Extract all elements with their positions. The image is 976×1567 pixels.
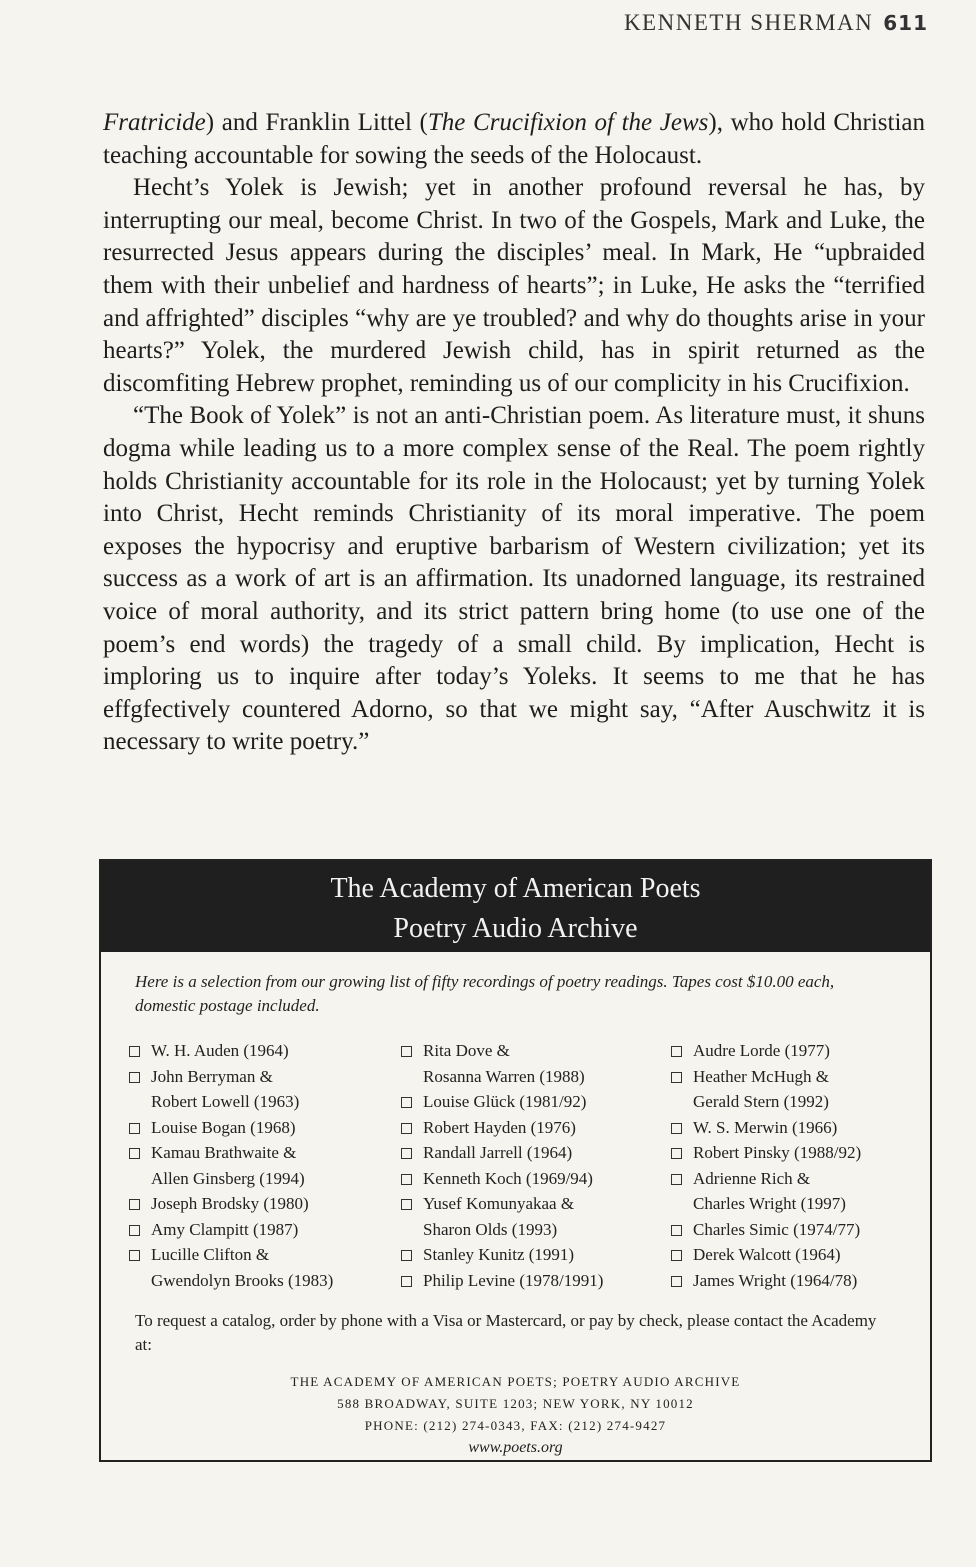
checkbox-icon [129, 1148, 140, 1159]
checkbox-icon [129, 1250, 140, 1261]
recording-line: Louise Bogan (1968) [151, 1117, 296, 1137]
recording-line: Robert Lowell (1963) [151, 1092, 300, 1111]
paragraph-1-text-a: ) and Franklin Littel ( [205, 109, 428, 136]
recording-line: Philip Levine (1978/1991) [423, 1270, 604, 1290]
recording-line: Gerald Stern (1992) [693, 1092, 829, 1111]
checkbox-icon [671, 1276, 682, 1287]
ad-address-block [101, 1371, 930, 1459]
book-title-fratricide: Fratricide [103, 109, 206, 136]
recording-line: Kenneth Koch (1969/94) [423, 1168, 593, 1188]
address-line-2: 588 BROADWAY, SUITE 1203; NEW YORK, NY 10012 [337, 1396, 694, 1411]
recording-line: Joseph Brodsky (1980) [151, 1194, 309, 1213]
ad-title-banner [101, 861, 930, 952]
checkbox-icon [671, 1046, 682, 1057]
recording-item [401, 1166, 671, 1192]
paragraph-2: Hecht’s Yolek is Jewish; yet in another profound reversal he has, by interrupting our meal, become Christ. In two of the Gospels, Mark and Luke, the resurrected Jesus appears during the disciples’ meal. In Mark, He “upbraided them with their unbelief and hardness of hearts”; in Luke, He asks the “terrified and affrighted” disciples “why are ye troubled? and why do thoughts arise in your hearts?” Yolek, the murdered Jewish child, has in spirit returned as the discomfiting Hebrew prophet, reminding us of our complicity in his Crucifixion. [103, 174, 925, 397]
checkbox-icon [671, 1072, 682, 1083]
recordings-column-2 [401, 1038, 671, 1293]
checkbox-icon [671, 1148, 682, 1159]
recording-line: Yusef Komunyakaa & [423, 1194, 575, 1213]
running-head-author: KENNETH SHERMAN [623, 10, 874, 35]
checkbox-icon [671, 1123, 682, 1134]
advertisement-box [99, 859, 932, 1462]
recording-item [129, 1115, 401, 1141]
checkbox-icon [401, 1148, 412, 1159]
recording-line: W. S. Merwin (1966) [693, 1117, 838, 1137]
recording-line: Charles Wright (1997) [693, 1194, 846, 1213]
checkbox-icon [401, 1276, 412, 1287]
recording-item [401, 1038, 671, 1089]
recording-item [129, 1064, 401, 1115]
checkbox-icon [129, 1072, 140, 1083]
checkbox-icon [401, 1046, 412, 1057]
recording-line: Gwendolyn Brooks (1983) [151, 1270, 334, 1290]
recording-line: Amy Clampitt (1987) [151, 1219, 299, 1239]
ad-title-line-1: The Academy of American Poets [330, 873, 701, 904]
recording-line: Heather McHugh & [693, 1066, 829, 1086]
checkbox-icon [401, 1123, 412, 1134]
book-title-crucifixion: The Crucifixion of the Jews [427, 109, 709, 136]
recording-line: Lucille Clifton & [151, 1245, 270, 1264]
recordings-column-3 [671, 1038, 911, 1293]
checkbox-icon [671, 1250, 682, 1261]
recording-item [129, 1217, 401, 1243]
paragraph-1-text-b: ), who hold Christian teaching accountable for sowing the seeds of the Holocaust. [103, 109, 925, 169]
paragraph-1 [103, 107, 925, 172]
recording-line: Allen Ginsberg (1994) [151, 1168, 305, 1188]
recording-line: James Wright (1964/78) [693, 1270, 858, 1290]
checkbox-icon [401, 1097, 412, 1108]
recording-item [671, 1242, 911, 1268]
recording-item [671, 1140, 911, 1166]
recording-item [129, 1140, 401, 1191]
checkbox-icon [129, 1046, 140, 1057]
recording-line: Stanley Kunitz (1991) [423, 1245, 575, 1264]
recording-item [671, 1166, 911, 1217]
recording-line: Louise Glück (1981/92) [423, 1092, 587, 1111]
recording-line: W. H. Auden (1964) [151, 1041, 289, 1060]
recording-item [129, 1038, 401, 1064]
recording-line: Audre Lorde (1977) [693, 1041, 830, 1060]
recordings-column-1 [129, 1038, 401, 1293]
checkbox-icon [129, 1199, 140, 1210]
recording-line: Kamau Brathwaite & [151, 1143, 297, 1162]
checkbox-icon [129, 1225, 140, 1236]
ad-title-line-2: Poetry Audio Archive [393, 913, 638, 944]
recording-line: Sharon Olds (1993) [423, 1219, 558, 1239]
recording-item [129, 1191, 401, 1217]
recording-line: Rosanna Warren (1988) [423, 1066, 585, 1086]
recording-item [671, 1038, 911, 1064]
paragraph-3: “The Book of Yolek” is not an anti-Christian poem. As literature must, it shuns dogma while leading us to a more complex sense of the Real. The poem rightly holds Christianity accountable for its role in the Holocaust; yet by turning Yolek into Christ, Hecht reminds Christianity of its moral imperative. The poem exposes the hypocrisy and eruptive barbarism of Western civilization; yet its success as a work of art is an affirmation. Its unadorned language, its restrained voice of moral authority, and its strict pattern bring home (to use one of the poem’s end words) the tragedy of a small child. By implication, Hecht is imploring us to inquire after today’s Yoleks. It seems to me that he has effgfectively countered Adorno, so that we might say, “After Auschwitz it is necessary to write poetry.” [103, 402, 925, 756]
recording-item [401, 1242, 671, 1268]
recordings-list [129, 1038, 930, 1293]
recording-item [671, 1115, 911, 1141]
address-line-1: THE ACADEMY OF AMERICAN POETS; POETRY AUDIO ARCHIVE [290, 1374, 741, 1389]
page-number: 611 [883, 11, 928, 35]
recording-line: Robert Pinsky (1988/92) [693, 1143, 862, 1162]
ad-order-info: To request a catalog, order by phone with a Visa or Mastercard, or pay by check, please contact the Academy at: [135, 1311, 877, 1354]
recording-item [401, 1268, 671, 1294]
checkbox-icon [671, 1225, 682, 1236]
address-line-3: PHONE: (212) 274-0343, FAX: (212) 274-9427 [364, 1418, 667, 1433]
checkbox-icon [401, 1199, 412, 1210]
recording-item [401, 1191, 671, 1242]
recording-line: John Berryman & [151, 1066, 273, 1086]
recording-item [671, 1217, 911, 1243]
recording-line: Robert Hayden (1976) [423, 1117, 576, 1137]
recording-item [129, 1242, 401, 1293]
checkbox-icon [401, 1174, 412, 1185]
recording-item [401, 1089, 671, 1115]
website: www.poets.org [468, 1439, 563, 1456]
recording-item [401, 1140, 671, 1166]
recording-item [671, 1268, 911, 1294]
recording-line: Randall Jarrell (1964) [423, 1143, 573, 1162]
recording-line: Derek Walcott (1964) [693, 1245, 841, 1264]
checkbox-icon [671, 1174, 682, 1185]
article-body [103, 107, 925, 759]
recording-line: Rita Dove & [423, 1041, 510, 1060]
recording-item [671, 1064, 911, 1115]
checkbox-icon [401, 1250, 412, 1261]
recording-line: Charles Simic (1974/77) [693, 1219, 861, 1239]
running-header [624, 10, 928, 36]
checkbox-icon [129, 1123, 140, 1134]
ad-intro: Here is a selection from our growing list of fifty recordings of poetry readings. Tapes cost $10.00 each, domestic postage included. [135, 972, 835, 1015]
recording-line: Adrienne Rich & [693, 1168, 811, 1188]
recording-item [401, 1115, 671, 1141]
